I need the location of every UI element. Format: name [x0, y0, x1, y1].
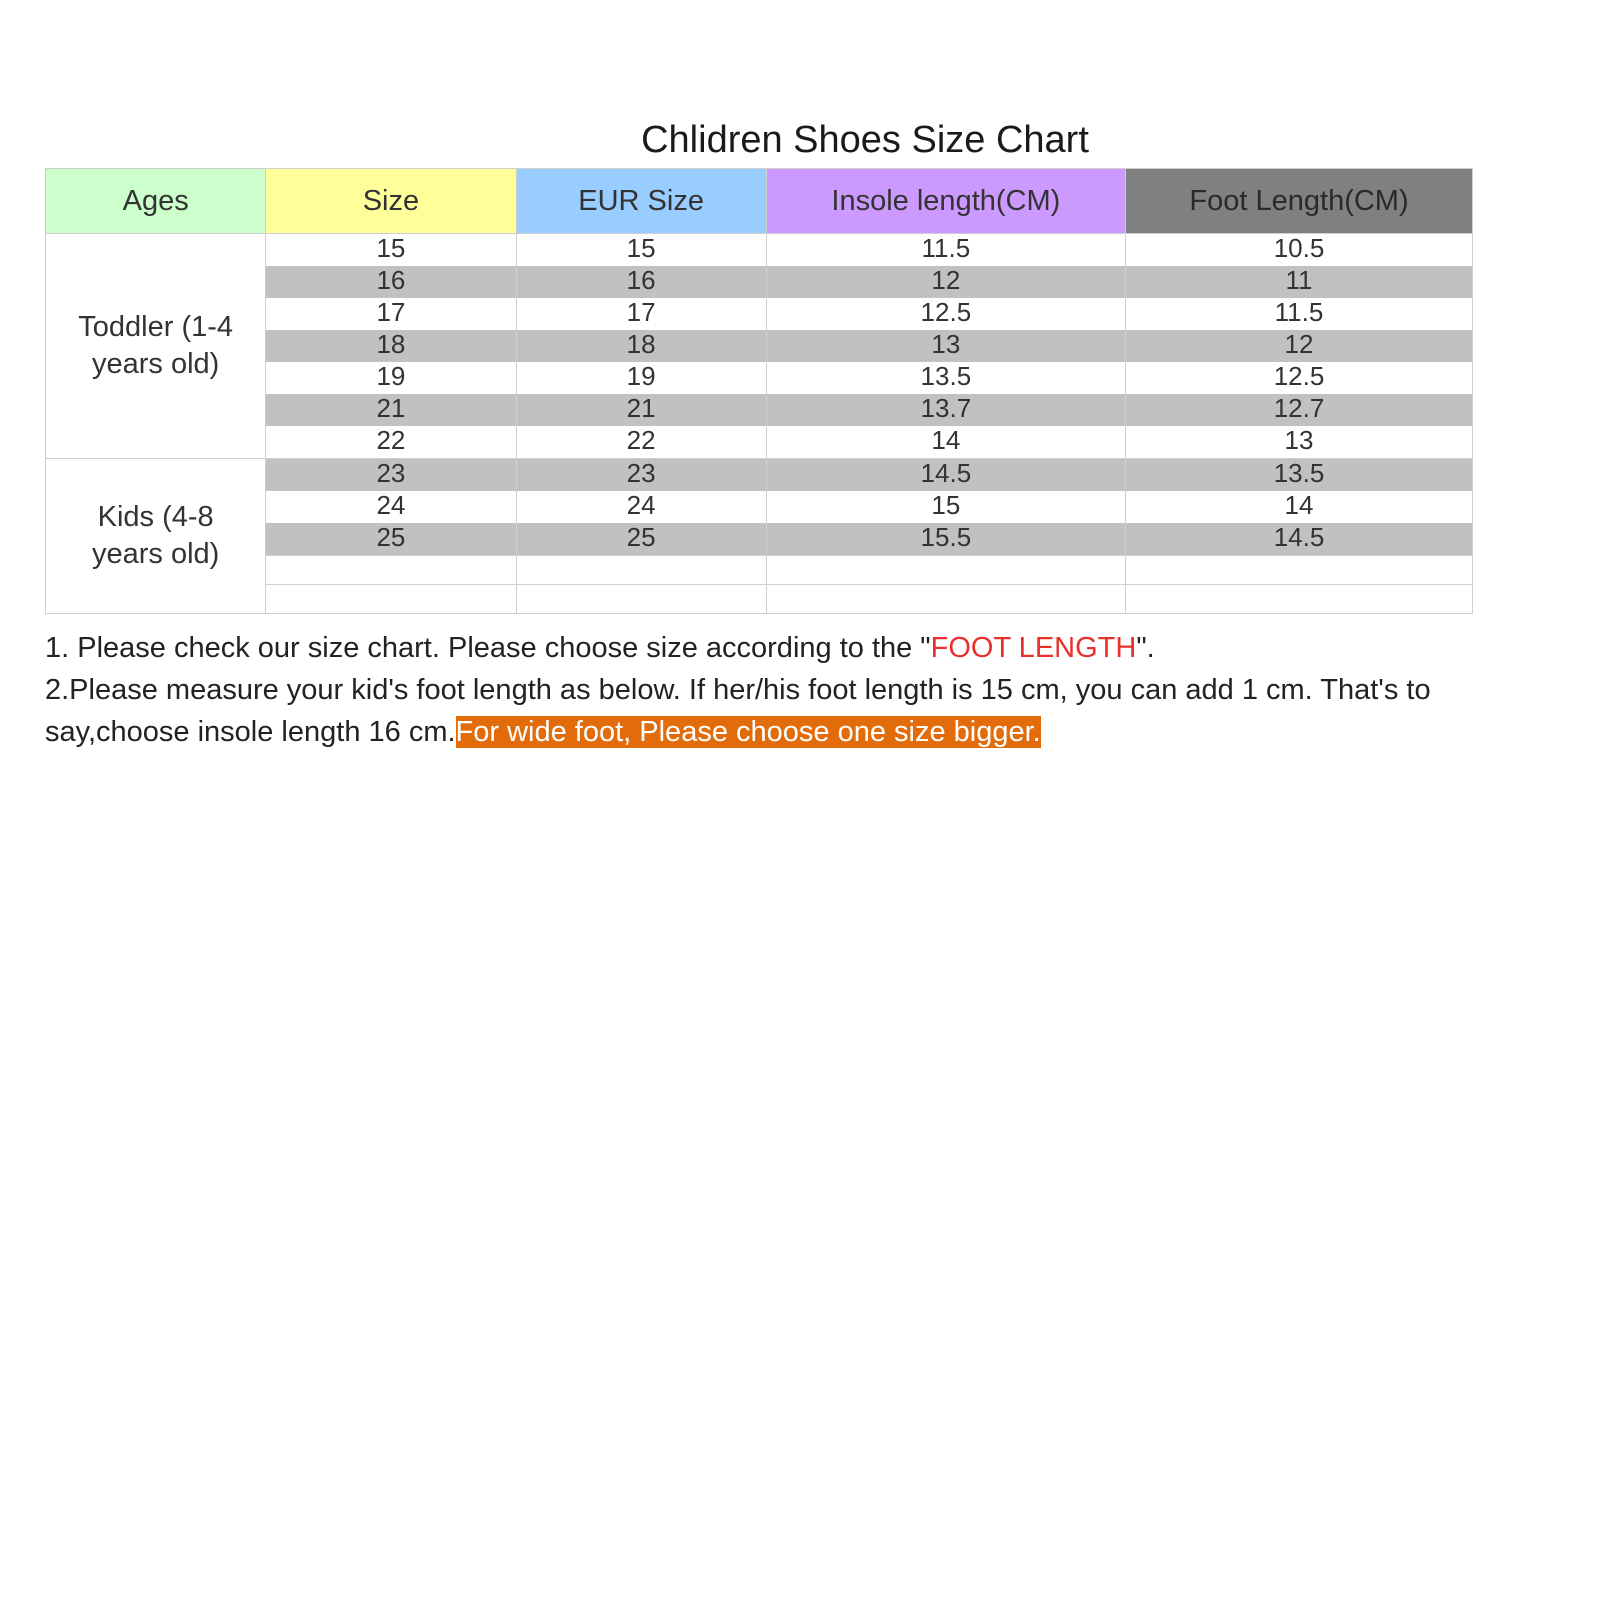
- empty-cell: [266, 556, 516, 585]
- empty-cell: [1126, 585, 1473, 614]
- note-line-2: [45, 669, 1555, 753]
- cell-eur-size: 23: [516, 459, 766, 492]
- cell-size: 17: [266, 298, 516, 330]
- cell-foot-length: 10.5: [1126, 234, 1473, 267]
- cell-eur-size: 25: [516, 523, 766, 556]
- table-header-row: [46, 169, 1473, 234]
- column-header-insole-length: Insole length(CM): [766, 169, 1125, 234]
- cell-foot-length: 13: [1126, 426, 1473, 459]
- cell-size: 22: [266, 426, 516, 459]
- cell-insole-length: 14.5: [766, 459, 1125, 492]
- cell-size: 25: [266, 523, 516, 556]
- empty-cell: [1126, 556, 1473, 585]
- cell-insole-length: 14: [766, 426, 1125, 459]
- column-header-size: Size: [266, 169, 516, 234]
- chart-title: Chlidren Shoes Size Chart: [641, 119, 1089, 161]
- cell-size: 23: [266, 459, 516, 492]
- cell-foot-length: 13.5: [1126, 459, 1473, 492]
- size-chart-table: [45, 168, 1473, 614]
- cell-eur-size: 21: [516, 394, 766, 426]
- cell-size: 16: [266, 266, 516, 298]
- cell-foot-length: 14.5: [1126, 523, 1473, 556]
- note-2-highlight: For wide foot, Please choose one size bigger.: [455, 716, 1041, 748]
- cell-foot-length: 12.5: [1126, 362, 1473, 394]
- note-1-suffix: ".: [1136, 632, 1155, 664]
- cell-insole-length: 13.5: [766, 362, 1125, 394]
- note-2-text: 2.Please measure your kid's foot length as below. If her/his foot length is 15 cm, you can add 1 cm. That's to say,choose insole length 16 cm.: [45, 674, 1431, 748]
- empty-cell: [516, 585, 766, 614]
- cell-foot-length: 12.7: [1126, 394, 1473, 426]
- note-1-highlight: FOOT LENGTH: [930, 632, 1137, 664]
- cell-insole-length: 12.5: [766, 298, 1125, 330]
- cell-eur-size: 17: [516, 298, 766, 330]
- cell-insole-length: 13: [766, 330, 1125, 362]
- empty-cell: [516, 556, 766, 585]
- size-notes: [45, 627, 1555, 753]
- cell-eur-size: 15: [516, 234, 766, 267]
- empty-cell: [766, 585, 1125, 614]
- cell-size: 24: [266, 491, 516, 523]
- cell-foot-length: 12: [1126, 330, 1473, 362]
- cell-eur-size: 22: [516, 426, 766, 459]
- cell-insole-length: 13.7: [766, 394, 1125, 426]
- cell-eur-size: 18: [516, 330, 766, 362]
- cell-eur-size: 24: [516, 491, 766, 523]
- table-row: [46, 459, 1473, 492]
- cell-insole-length: 15.5: [766, 523, 1125, 556]
- cell-insole-length: 11.5: [766, 234, 1125, 267]
- cell-foot-length: 14: [1126, 491, 1473, 523]
- age-group-label: Toddler (1-4 years old): [46, 234, 266, 459]
- empty-cell: [266, 585, 516, 614]
- cell-size: 21: [266, 394, 516, 426]
- note-1-text: 1. Please check our size chart. Please choose size according to the ": [45, 632, 931, 664]
- cell-insole-length: 15: [766, 491, 1125, 523]
- column-header-eur-size: EUR Size: [516, 169, 766, 234]
- cell-foot-length: 11: [1126, 266, 1473, 298]
- note-line-1: [45, 627, 1555, 669]
- column-header-foot-length: Foot Length(CM): [1126, 169, 1473, 234]
- cell-size: 19: [266, 362, 516, 394]
- column-header-ages: Ages: [46, 169, 266, 234]
- cell-size: 18: [266, 330, 516, 362]
- cell-size: 15: [266, 234, 516, 267]
- cell-foot-length: 11.5: [1126, 298, 1473, 330]
- empty-cell: [766, 556, 1125, 585]
- age-group-label: Kids (4-8 years old): [46, 459, 266, 614]
- cell-insole-length: 12: [766, 266, 1125, 298]
- table-body: [46, 234, 1473, 614]
- cell-eur-size: 19: [516, 362, 766, 394]
- table-row: [46, 234, 1473, 267]
- cell-eur-size: 16: [516, 266, 766, 298]
